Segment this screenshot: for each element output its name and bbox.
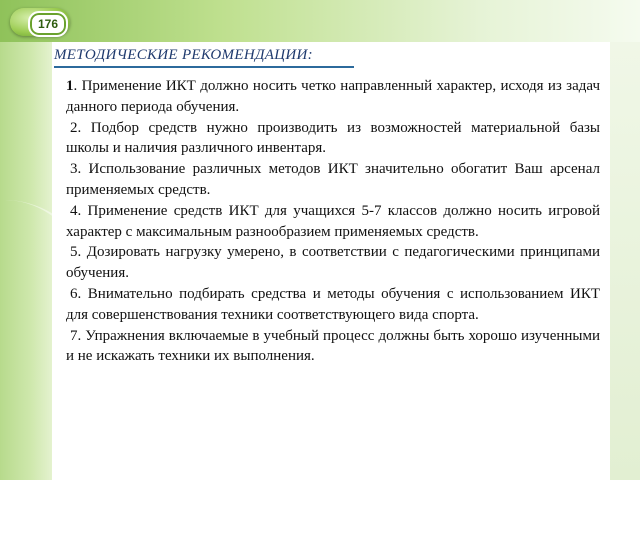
background-top-band (0, 0, 640, 42)
background-right-strip (610, 42, 640, 480)
recommendation-item: 5. Дозировать нагрузку умерено, в соответствии с педагогическими принципами обучения. (66, 244, 600, 282)
recommendation-item: 4. Применение средств ИКТ для учащихся 5-7 классов должно носить игровой характер с максимальным разнообразием применяемых средств. (66, 202, 600, 240)
recommendation-item (66, 76, 600, 118)
item-number: 1 (66, 78, 74, 94)
recommendation-item: 6. Внимательно подбирать средства и методы обучения с использованием ИКТ для совершенствования техники соответствующего вида спорта. (66, 285, 600, 323)
slide-title: МЕТОДИЧЕСКИЕ РЕКОМЕНДАЦИИ: (54, 47, 313, 63)
recommendation-item: 3. Использование различных методов ИКТ значительно обогатит Ваш арсенал применяемых средств. (66, 161, 600, 198)
title-underline (54, 66, 354, 68)
recommendation-item: 2. Подбор средств нужно производить из возможностей материальной базы школы и наличия различного инвентаря. (66, 119, 600, 157)
page-number-badge: 176 (28, 11, 68, 37)
recommendations-list (66, 76, 600, 367)
item-text: . Применение ИКТ должно носить четко направленный характер, исходя из задач данного периода обучения. (66, 78, 600, 115)
recommendation-item: 7. Упражнения включаемые в учебный процесс должны быть хорошо изученными и не искажать техники их выполнения. (66, 327, 600, 365)
